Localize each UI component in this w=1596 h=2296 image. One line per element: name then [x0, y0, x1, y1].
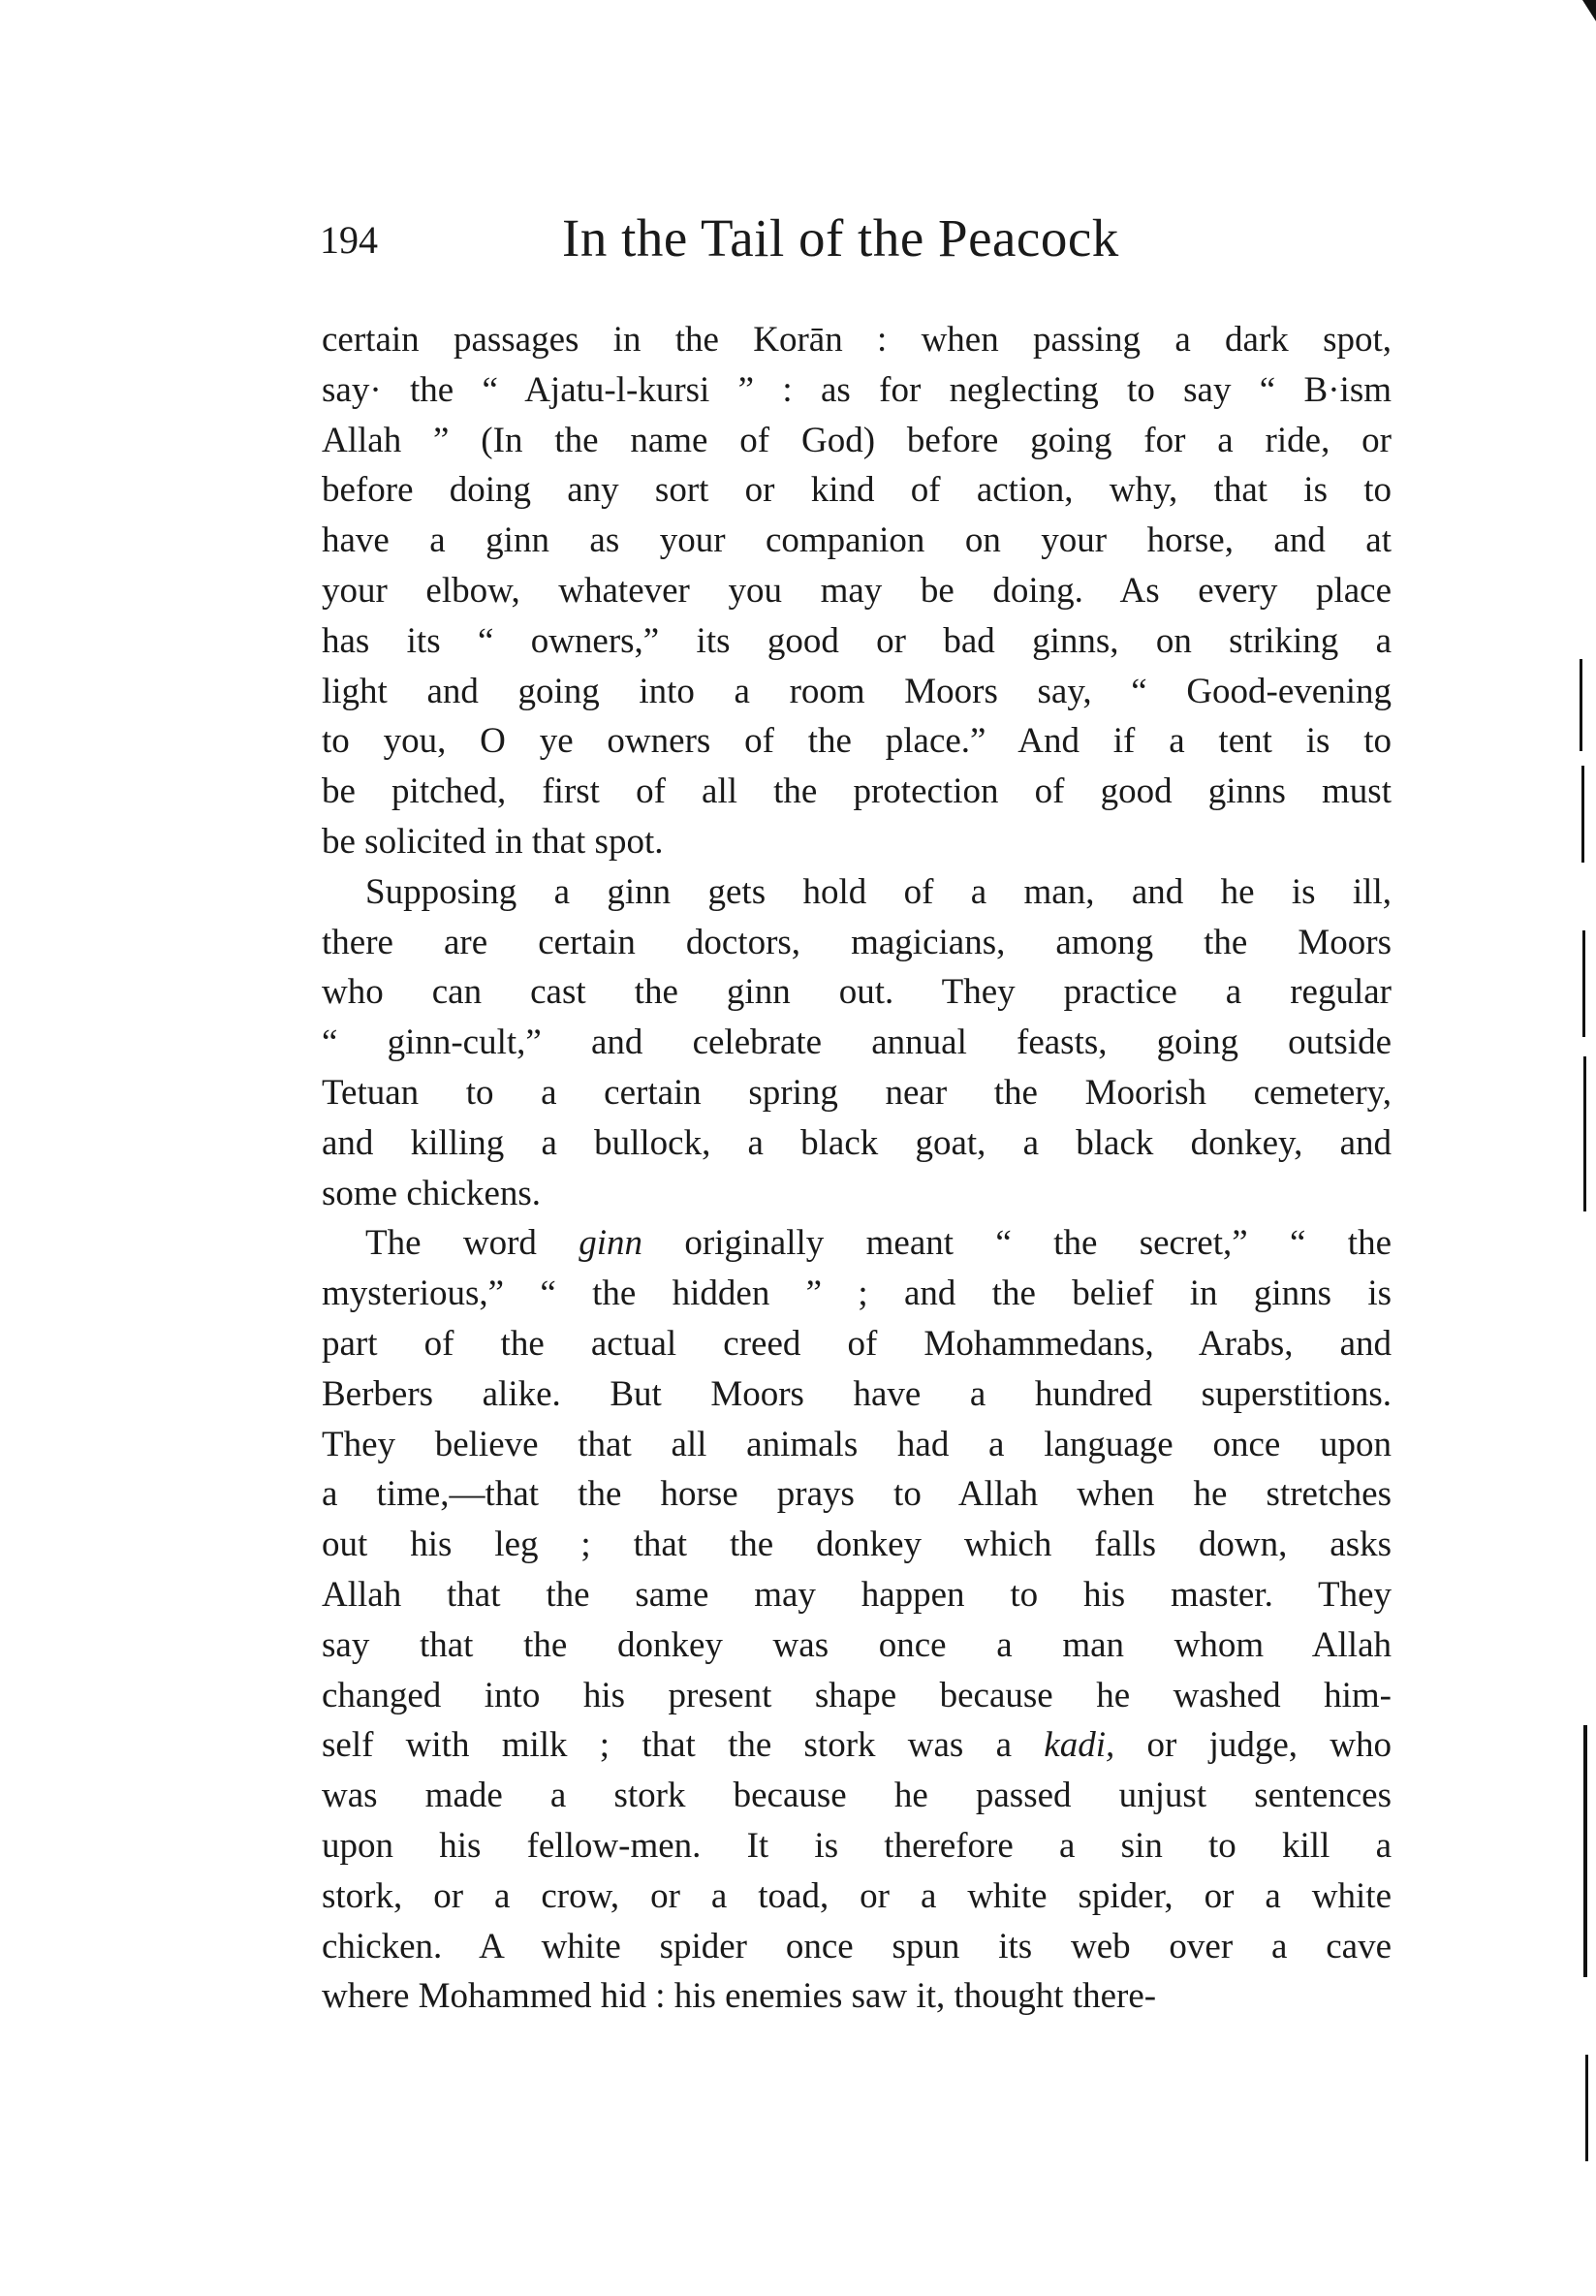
- text-segment: “ ginn-cult,” and celebrate annual feasts, going outside: [322, 1022, 1392, 1063]
- text-segment: be solicited in that spot.: [322, 821, 664, 862]
- text-line: [322, 1420, 1392, 1470]
- text-segment: The word: [365, 1223, 579, 1264]
- text-segment: to you, O ye owners of the place.” And if a tent is to: [322, 721, 1392, 762]
- text-line: [322, 616, 1392, 667]
- scan-edge-mark: [1580, 659, 1582, 751]
- text-line: [322, 516, 1392, 566]
- text-segment: there are certain doctors, magicians, among the Moors: [322, 922, 1392, 962]
- text-line: [322, 1118, 1392, 1169]
- text-line: [322, 1218, 1392, 1269]
- text-segment: part of the actual creed of Mohammedans, Arabs, and: [322, 1323, 1392, 1364]
- text-segment: originally meant “ the secret,” “ the: [642, 1223, 1392, 1264]
- text-segment: and killing a bullock, a black goat, a black donkey, and: [322, 1122, 1392, 1163]
- text-segment: They believe that all animals had a language once upon: [322, 1424, 1392, 1464]
- text-segment: who can cast the ginn out. They practice a regular: [322, 972, 1392, 1013]
- text-segment: was made a stork because he passed unjust sentences: [322, 1776, 1392, 1816]
- text-segment: before doing any sort or kind of action, why, that is to: [322, 470, 1392, 511]
- italic-word: ginn: [579, 1223, 643, 1264]
- text-line: [322, 1520, 1392, 1570]
- text-segment: say· the “ Ajatu-l-kursi ” : as for neglecting to say “ B·ism: [322, 369, 1392, 410]
- text-line: [322, 365, 1392, 416]
- running-title: In the Tail of the Peacock: [562, 208, 1119, 267]
- scan-edge-mark: [1583, 1725, 1587, 1977]
- text-line: [322, 315, 1392, 365]
- text-segment: stork, or a crow, or a toad, or a white spider, or a white: [322, 1875, 1392, 1916]
- scan-edge-mark: [1582, 930, 1585, 1037]
- text-segment: out his leg ; that the donkey which falls down, asks: [322, 1525, 1392, 1565]
- text-segment: changed into his present shape because he washed him-: [322, 1675, 1392, 1715]
- text-line: [322, 1319, 1392, 1369]
- text-line: [322, 1018, 1392, 1068]
- text-line: [322, 1369, 1392, 1420]
- body-text: [322, 315, 1392, 2022]
- scan-edge-mark: [1583, 1056, 1586, 1211]
- text-segment: where Mohammed hid : his enemies saw it, thought there-: [322, 1976, 1157, 2017]
- italic-word: kadi,: [1044, 1725, 1115, 1766]
- text-segment: chicken. A white spider once spun its web over a cave: [322, 1926, 1392, 1966]
- text-line: [322, 1771, 1392, 1821]
- text-line: [322, 465, 1392, 516]
- text-line: [322, 1720, 1392, 1771]
- scan-edge-mark: [1581, 766, 1584, 863]
- text-segment: your elbow, whatever you may be doing. As every place: [322, 570, 1392, 611]
- text-line: [322, 1570, 1392, 1620]
- text-line: [322, 416, 1392, 466]
- text-line: [322, 716, 1392, 767]
- text-line: [322, 1922, 1392, 1972]
- text-segment: Berbers alike. But Moors have a hundred superstitions.: [322, 1373, 1392, 1414]
- text-segment: have a ginn as your companion on your horse, and at: [322, 520, 1392, 561]
- text-line: [322, 817, 1392, 867]
- text-segment: certain passages in the Korān : when passing a dark spot,: [322, 320, 1392, 360]
- text-line: [322, 1821, 1392, 1871]
- text-segment: mysterious,” “ the hidden ” ; and the belief in ginns is: [322, 1274, 1392, 1314]
- text-line: [322, 1871, 1392, 1922]
- text-segment: Allah ” (In the name of God) before going for a ride, or: [322, 420, 1392, 460]
- text-segment: be pitched, first of all the protection of good ginns must: [322, 771, 1392, 812]
- text-segment: has its “ owners,” its good or bad ginns, on striking a: [322, 620, 1392, 661]
- text-line: [322, 566, 1392, 616]
- text-segment: light and going into a room Moors say, “ Good-evening: [322, 671, 1392, 711]
- text-segment: some chickens.: [322, 1173, 542, 1213]
- text-segment: self with milk ; that the stork was a: [322, 1725, 1045, 1766]
- page-number: 194: [320, 218, 378, 262]
- text-line: [322, 1971, 1392, 2022]
- text-line: [322, 1068, 1392, 1118]
- text-segment: say that the donkey was once a man whom Allah: [322, 1624, 1392, 1665]
- text-line: [322, 1620, 1392, 1671]
- text-segment: Tetuan to a certain spring near the Moorish cemetery,: [322, 1072, 1392, 1113]
- text-line: [322, 1169, 1392, 1219]
- text-line: [322, 767, 1392, 817]
- text-line: [322, 867, 1392, 918]
- text-line: [322, 918, 1392, 968]
- text-line: [322, 967, 1392, 1018]
- text-segment: or judge, who: [1114, 1725, 1392, 1766]
- scan-edge-mark: [1585, 2055, 1588, 2161]
- text-line: [322, 1671, 1392, 1721]
- text-segment: upon his fellow-men. It is therefore a sin to kill a: [322, 1825, 1392, 1866]
- text-line: [322, 1269, 1392, 1319]
- text-segment: a time,—that the horse prays to Allah when he stretches: [322, 1474, 1392, 1515]
- text-segment: Supposing a ginn gets hold of a man, and he is ill,: [365, 871, 1392, 912]
- text-line: [322, 667, 1392, 717]
- text-line: [322, 1469, 1392, 1520]
- scan-corner-mark: [1582, 0, 1596, 21]
- text-segment: Allah that the same may happen to his master. They: [322, 1574, 1392, 1615]
